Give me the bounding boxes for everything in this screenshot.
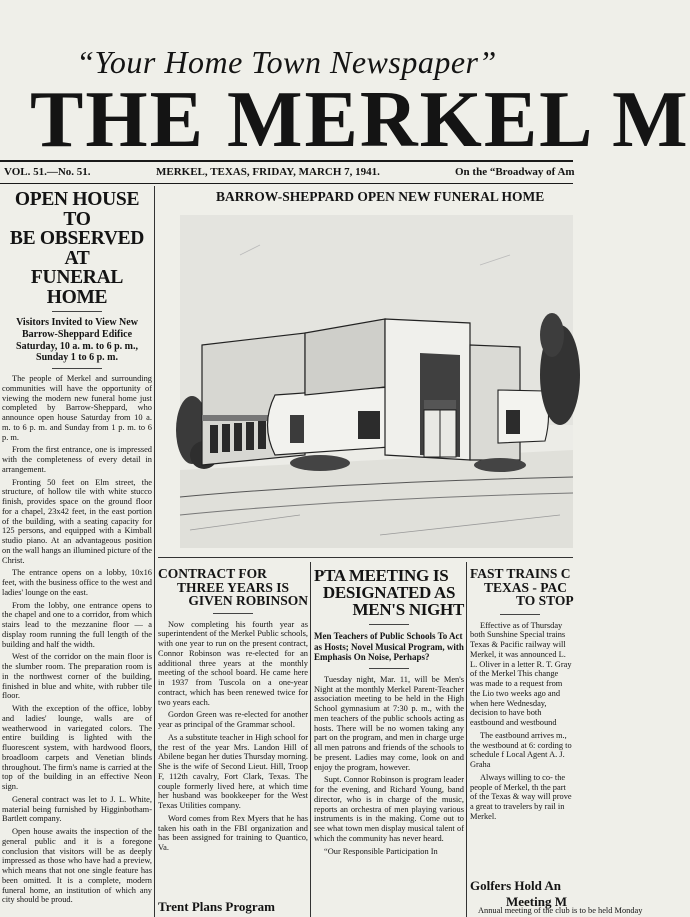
dateline-volume: VOL. 51.—No. 51.: [4, 166, 91, 178]
masthead-rule: [0, 160, 573, 162]
article-headline: [158, 567, 308, 608]
divider: [500, 614, 540, 615]
paragraph: Supt. Connor Robinson is program leader for the evening, and Richard Young, band director, who is in charge of the music, reports an orchestra of men playing various instruments is in the making. Come out to see what town men display musical talent of which the community has never heard.: [314, 775, 464, 843]
paragraph: Fronting 50 feet on Elm street, the structure, of hollow tile with white stucco finish, provides space on the ground floor for a chapel, 23x42 feet, in the east portion of the building, with a seating capacity for 125 persons, and equipped with a Kimball studio piano. At an advantageous position on the wall hangs an illumined picture of the Christ.: [2, 477, 152, 565]
column-rule: [154, 186, 155, 917]
column-rule: [466, 562, 467, 917]
paragraph: Open house awaits the inspection of the general public and it is a foregone conclusion that visitors will be as deeply impressed as those who have had a preview, which means that not one single feature has been omitted. It is a complete, modern funeral home, an institution of which any city should be proud.: [2, 827, 152, 905]
dateline-place-date: MERKEL, TEXAS, FRIDAY, MARCH 7, 1941.: [156, 166, 380, 178]
paragraph: From the lobby, one entrance opens to the chapel and one to a corridor, from which stairs lead to the mezzanine floor — a display room running the full length of the building and half the width.: [2, 600, 152, 649]
headline-line: TO STOP: [516, 593, 574, 608]
headline-line: BE OBSERVED AT: [9, 228, 145, 269]
section-rule: [158, 557, 573, 558]
headline-line: Golfers Hold An: [470, 878, 562, 893]
paragraph: The entrance opens on a lobby, 10x16 feet, with the business office to the west and ladies' lounge on the east.: [2, 568, 152, 597]
feature-headline: BARROW-SHEPPARD OPEN NEW FUNERAL HOME: [216, 189, 545, 204]
paragraph: West of the corridor on the main floor is the slumber room. The preparation room is in the northwest corner of the building, finished in blue and white, with rubber tile floor.: [2, 652, 152, 701]
article-body: [158, 620, 308, 853]
headline-line: THREE YEARS IS: [176, 579, 290, 595]
article-headline: [470, 567, 573, 608]
next-headline: Trent Plans Program: [158, 899, 275, 914]
article-headline: [314, 567, 464, 618]
divider: [52, 368, 102, 369]
paragraph: Word comes from Rex Myers that he has taken his oath in the FBI organization and has been assigned for training to Quantico, Va.: [158, 813, 308, 852]
headline-line: DESIGNATED AS: [322, 583, 456, 602]
headline-line: FUNERAL HOME: [30, 267, 124, 308]
paragraph: The eastbound arrives m., the westbound at 6: cording to schedule f Local Agent A. J. Graha: [470, 730, 572, 769]
paragraph: The people of Merkel and surrounding communities will have the opportunity of viewing the modern new funeral home just completed by Barrow-Sheppard, who announce open house Saturday from 10 a. m. to 6 p. m. and Sunday from 1 p. m. to 6 p. m.: [2, 374, 152, 442]
headline-line: PTA MEETING IS: [314, 566, 449, 585]
article-subhead: Men Teachers of Public Schools To Act as Hosts; Novel Musical Program, with Emphasis On Noise, Perhaps?: [314, 631, 464, 663]
divider: [369, 668, 409, 669]
dateline-rule: [0, 183, 573, 184]
paragraph: Gordon Green was re-elected for another year as principal of the Grammar school.: [158, 710, 308, 729]
paragraph: General contract was let to J. L. White, material being furnished by Higginbotham-Bartlett company.: [2, 794, 152, 824]
paragraph: Effective as of Thursday both Sunshine Special trains Texas & Pacific railway will Merkel, it was announced L. L. Oliver in a letter R. T. Gray of the Merkel This change was made to a request from the Lio two weeks ago and when here Wednesday, decision to have both eastbound and westbound: [470, 620, 572, 727]
headline-line: Meeting M: [506, 894, 568, 909]
divider: [369, 624, 409, 625]
divider: [52, 311, 102, 312]
paragraph: “Our Responsible Participation In: [324, 846, 438, 856]
masthead-slogan: “Your Home Town Newspaper”: [76, 44, 497, 80]
building-sketch-image: [180, 215, 573, 548]
headline-line: TEXAS - PAC: [484, 579, 568, 595]
building-photo: [180, 215, 573, 548]
article-contract: [158, 567, 308, 856]
article-body: [2, 374, 152, 905]
article-body: [470, 621, 573, 822]
paragraph: Now completing his fourth year as superintendent of the Merkel Public schools, with one year to run on the present contract, Connor Robinson was re-elected for an additional three years at the monthly meeting of the school board. He came here in 1937 from Tuscola on a one-year contract, which has been renewed twice for two years each.: [158, 619, 308, 707]
dateline-right: On the “Broadway of Am: [455, 166, 575, 178]
headline-line: MEN'S NIGHT: [352, 600, 464, 619]
paragraph: With the exception of the office, lobby and ladies' lounge, walls are of weatherwood in variegated colors. The entire building is lighted with the fluorescent system, with hardwood floors, broadloom carpets and Venetian blinds throughout. The firm's name is carried at the top of the building in an effective Neon sign.: [2, 704, 152, 792]
article-headline: [2, 190, 152, 307]
masthead-title: THE MERKEL M: [30, 76, 690, 164]
column-rule: [310, 562, 311, 917]
paragraph: From the first entrance, one is impressed with the completeness of every detail in arrangement.: [2, 445, 152, 474]
article-subhead: Visitors Invited to View New Barrow-Sheppard Edifice Saturday, 10 a. m. to 6 p. m., Sunday 1 to 6 p. m.: [16, 317, 138, 364]
article-pta: [314, 567, 464, 859]
article-open-house: [2, 190, 152, 908]
dateline: [0, 166, 573, 182]
headline-line: FAST TRAINS C: [470, 566, 571, 581]
paragraph: As a substitute teacher in High school for the rest of the year Mrs. Landon Hill of Abilene began her duties Thursday morning. She is the wife of Second Lieut. Hill, Troop F, 112th cavalry, Fort Clark, Texas. The couple formerly lived here, at which time her husband was bookkeeper for the West Texas Utilities company.: [158, 732, 308, 810]
headline-line: OPEN HOUSE TO: [14, 189, 140, 230]
next-text: Annual meeting of the club is to be held Monday: [478, 906, 643, 915]
divider: [213, 613, 253, 614]
article-body: [314, 675, 464, 857]
headline-line: GIVEN ROBINSON: [188, 593, 308, 608]
headline-line: CONTRACT FOR: [158, 566, 267, 581]
article-fast-trains: [470, 567, 573, 825]
paragraph: Always willing to co- the people of Merkel, th the part of the Texas & way will prove a great to travelers by rail in Merkel.: [470, 772, 572, 821]
paragraph: Tuesday night, Mar. 11, will be Men's Night at the monthly Merkel Parent-Teacher association meeting to be held in the High School gymnasium at 7:30 p. m., with the men teachers of the public schools acting as hosts. There will be no women taking any part on the program, and men in charge urge all men patrons and friends of the schools to be present. Ladies may come, look on and enjoy the program, however.: [314, 674, 464, 772]
